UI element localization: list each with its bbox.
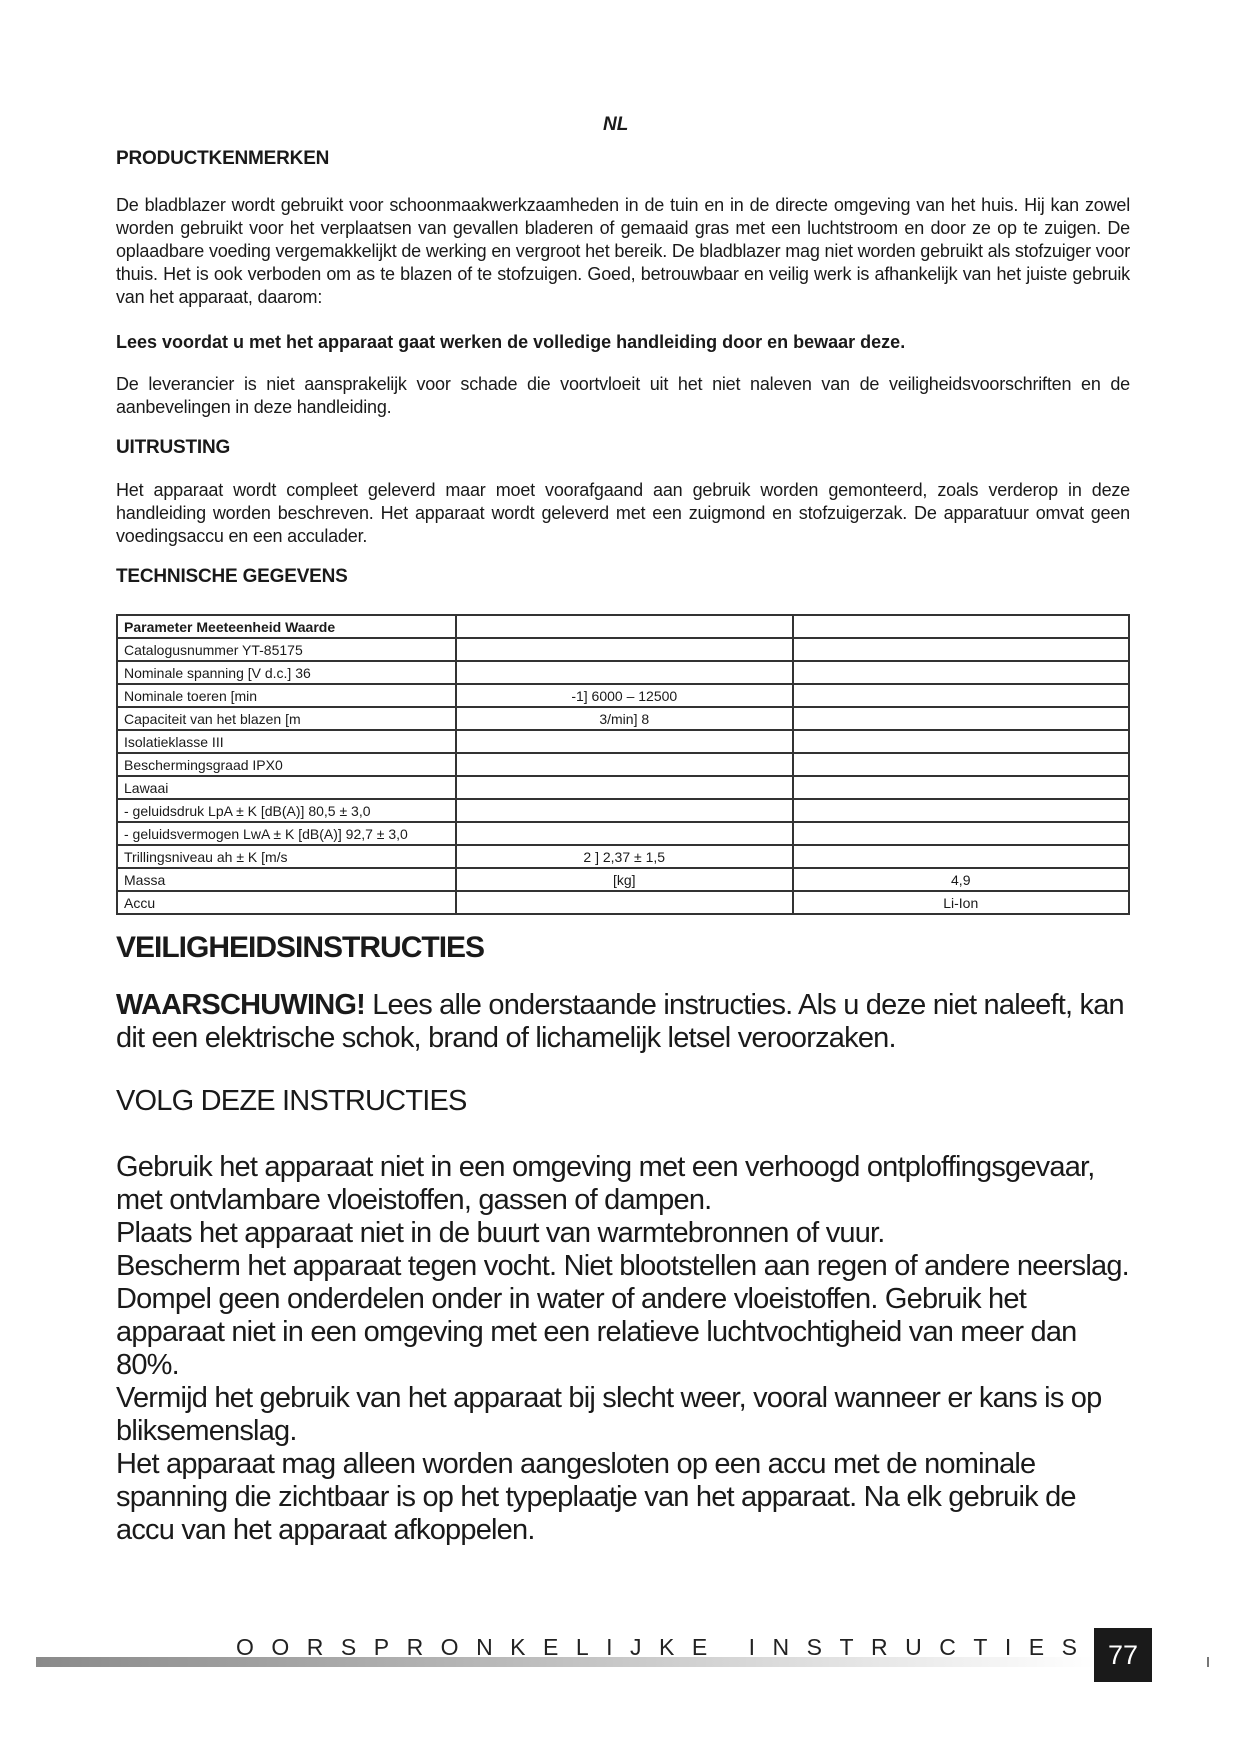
table-cell: Nominale spanning [V d.c.] 36 — [117, 661, 456, 684]
table-cell — [793, 822, 1130, 845]
table-cell: - geluidsdruk LpA ± K [dB(A)] 80,5 ± 3,0 — [117, 799, 456, 822]
technical-data-table — [116, 614, 1130, 915]
table-row — [117, 684, 1129, 707]
language-code: NL — [603, 114, 629, 135]
table-cell: Accu — [117, 891, 456, 914]
table-cell — [793, 730, 1130, 753]
table-cell — [456, 891, 793, 914]
section-title-safety: VEILIGHEIDSINSTRUCTIES — [116, 931, 485, 964]
table-cell — [456, 776, 793, 799]
table-cell — [793, 638, 1130, 661]
safety-paragraph-1: Gebruik het apparaat niet in een omgeving met een verhoogd ontploffingsgevaar, met ontvlambare vloeistoffen, gassen of dampen. — [116, 1151, 1095, 1216]
table-row — [117, 638, 1129, 661]
table-row — [117, 707, 1129, 730]
page-content — [116, 148, 1130, 1547]
table-row — [117, 753, 1129, 776]
table-cell: Beschermingsgraad IPX0 — [117, 753, 456, 776]
follow-instructions: VOLG DEZE INSTRUCTIES — [116, 1085, 467, 1117]
safety-paragraph-3: Bescherm het apparaat tegen vocht. Niet blootstellen aan regen of andere neerslag. Dompel geen onderdelen onder in water of andere vloeistoffen. Gebruik het apparaat niet in een omgeving met een relatieve luchtvochtigheid van meer dan 80%. — [116, 1250, 1129, 1381]
section-title-technical: TECHNISCHE GEGEVENS — [116, 566, 348, 587]
table-header-cell — [456, 615, 793, 638]
safety-paragraph-2: Plaats het apparaat niet in de buurt van warmtebronnen of vuur. — [116, 1217, 885, 1249]
table-cell: Massa — [117, 868, 456, 891]
table-row — [117, 730, 1129, 753]
table-header-cell — [793, 615, 1130, 638]
table-cell: 3/min] 8 — [456, 707, 793, 730]
table-cell — [793, 684, 1130, 707]
warning-text: Lees alle onderstaande instructies. Als u deze niet naleeft, kan dit een elektrische schok, brand of lichamelijk letsel veroorzaken. — [116, 989, 1124, 1054]
table-cell — [793, 845, 1130, 868]
section-title-product: PRODUCTKENMERKEN — [116, 148, 330, 169]
table-cell: - geluidsvermogen LwA ± K [dB(A)] 92,7 ± 3,0 — [117, 822, 456, 845]
table-cell — [793, 753, 1130, 776]
table-cell — [793, 661, 1130, 684]
table-cell: Li-Ion — [793, 891, 1130, 914]
table-header-cell: Parameter Meeteenheid Waarde — [117, 615, 456, 638]
footer-text: OORSPRONKELIJKE INSTRUCTIES — [236, 1634, 1095, 1660]
safety-paragraph-5: Het apparaat mag alleen worden aangesloten op een accu met de nominale spanning die zichtbaar is op het typeplaatje van het apparaat. Na elk gebruik de accu van het apparaat afkoppelen. — [116, 1448, 1076, 1546]
table-cell — [456, 638, 793, 661]
table-cell: Lawaai — [117, 776, 456, 799]
page-number: 77 — [1094, 1628, 1152, 1682]
table-cell: Catalogusnummer YT-85175 — [117, 638, 456, 661]
table-cell — [793, 799, 1130, 822]
table-row — [117, 661, 1129, 684]
table-cell: Capaciteit van het blazen [m — [117, 707, 456, 730]
table-cell: Nominale toeren [min — [117, 684, 456, 707]
table-row — [117, 799, 1129, 822]
liability-notice: De leverancier is niet aansprakelijk voor schade die voortvloeit uit het niet naleven van de veiligheidsvoorschriften en de aanbevelingen in deze handleiding. — [116, 374, 1130, 417]
section-title-equipment: UITRUSTING — [116, 437, 231, 458]
table-row — [117, 776, 1129, 799]
table-row — [117, 868, 1129, 891]
table-row — [117, 845, 1129, 868]
table-cell: Isolatieklasse III — [117, 730, 456, 753]
table-cell — [456, 799, 793, 822]
read-manual-notice: Lees voordat u met het apparaat gaat werken de volledige handleiding door en bewaar deze. — [116, 332, 906, 352]
table-cell: Trillingsniveau ah ± K [m/s — [117, 845, 456, 868]
warning-paragraph — [116, 989, 1130, 1055]
equipment-description: Het apparaat wordt compleet geleverd maar moet voorafgaand aan gebruik worden gemonteerd, zoals verderop in deze handleiding worden beschreven. Het apparaat wordt geleverd met een zuigmond en stofzuigerzak. De apparatuur omvat geen voedingsaccu en een acculader. — [116, 480, 1130, 546]
table-cell — [456, 730, 793, 753]
table-cell — [793, 776, 1130, 799]
table-cell: 4,9 — [793, 868, 1130, 891]
table-cell: 2 ] 2,37 ± 1,5 — [456, 845, 793, 868]
table-cell — [793, 707, 1130, 730]
table-cell: -1] 6000 – 12500 — [456, 684, 793, 707]
product-description: De bladblazer wordt gebruikt voor schoonmaakwerkzaamheden in de tuin en in de directe omgeving van het huis. Hij kan zowel worden gebruikt voor het verplaatsen van gevallen bladeren of gemaaid gras met een luchtstroom en door ze op te zuigen. De oplaadbare voeding vergemakkelijkt de werking en vergroot het bereik. De bladblazer mag niet worden gebruikt als stofzuiger voor thuis. Het is ook verboden om as te blazen of te stofzuigen. Goed, betrouwbaar en veilig werk is afhankelijk van het juiste gebruik van het apparaat, daarom: — [116, 195, 1130, 307]
table-cell: [kg] — [456, 868, 793, 891]
warning-label: WAARSCHUWING! — [116, 989, 365, 1021]
table-row — [117, 822, 1129, 845]
table-cell — [456, 822, 793, 845]
table-header-row — [117, 615, 1129, 638]
table-row — [117, 891, 1129, 914]
table-cell — [456, 753, 793, 776]
safety-paragraph-4: Vermijd het gebruik van het apparaat bij slecht weer, vooral wanneer er kans is op bliksemenslag. — [116, 1382, 1102, 1447]
edge-mark — [1207, 1657, 1209, 1667]
table-cell — [456, 661, 793, 684]
